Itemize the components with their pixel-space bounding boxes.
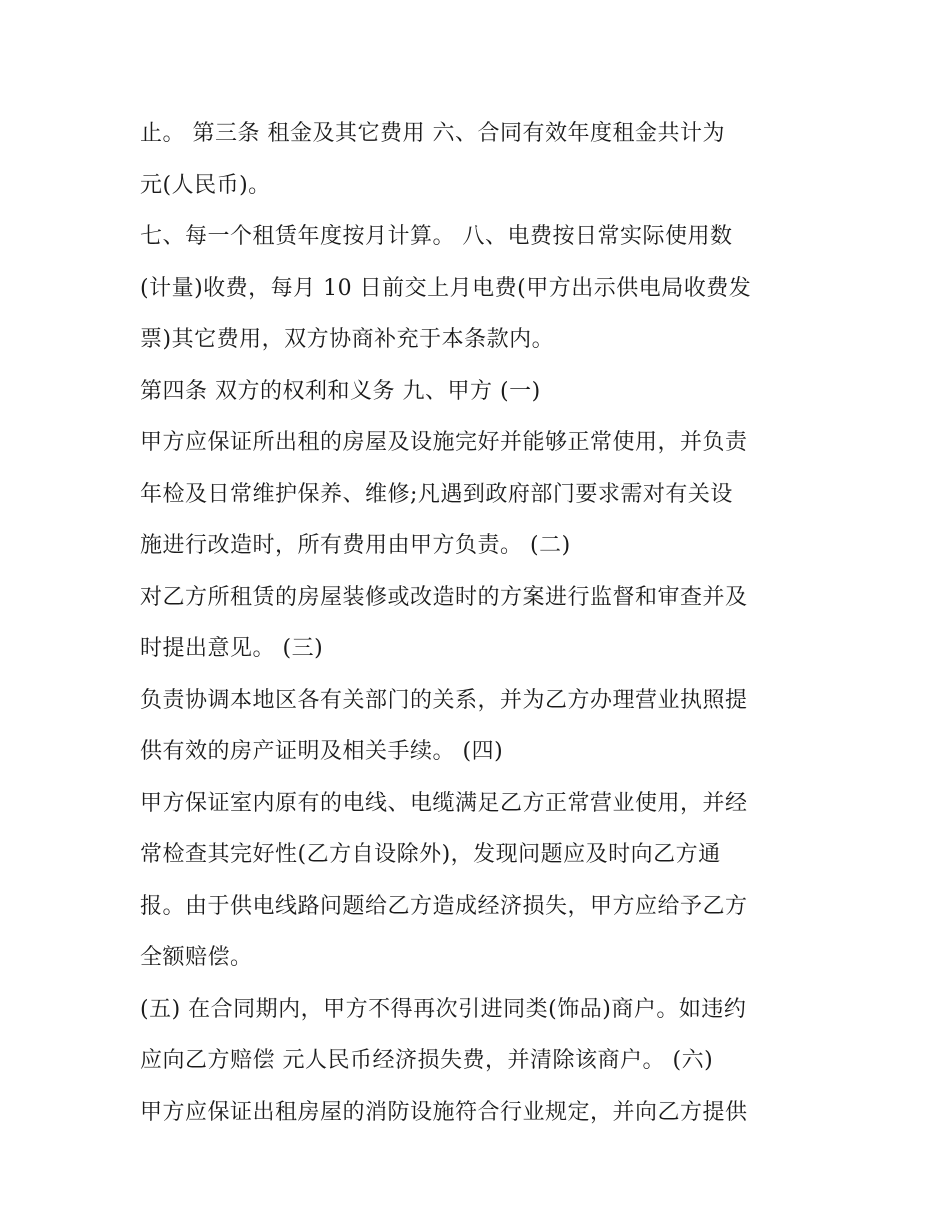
text-line: 票)其它费用，双方协商补充于本条款内。 [140, 327, 555, 352]
text-line: 止。 第三条 租金及其它费用 六、合同有效年度租金共计为 [140, 121, 725, 146]
text-line: 施进行改造时，所有费用由甲方负责。 (二) [140, 533, 571, 558]
text-line: 负责协调本地区各有关部门的关系，并为乙方办理营业执照提 [140, 687, 748, 713]
text-line: (五) 在合同期内，甲方不得再次引进同类(饰品)商户。如违约 [140, 996, 747, 1022]
contract-text [140, 108, 820, 1138]
text-line: 全额赔偿。 [140, 945, 253, 970]
text-line: 应向乙方赔偿 元人民币经济损失费，并清除该商户。 (六) [140, 1048, 714, 1073]
text-line: 年检及日常维护保养、维修;凡遇到政府部门要求需对有关设 [140, 481, 733, 507]
text-line: (计量)收费，每月 10 日前交上月电费(甲方出示供电局收费发 [140, 275, 752, 301]
text-line: 甲方应保证所出租的房屋及设施完好并能够正常使用，并负责 [140, 430, 748, 455]
text-line: 时提出意见。 (三) [140, 636, 324, 661]
text-line: 七、每一个租赁年度按月计算。 八、电费按日常实际使用数 [140, 224, 733, 249]
text-line: 供有效的房产证明及相关手续。 (四) [140, 739, 504, 764]
text-line: 甲方应保证出租房屋的消防设施符合行业规定，并向乙方提供 [140, 1099, 748, 1125]
text-line: 第四条 双方的权利和义务 九、甲方 (一) [140, 378, 541, 404]
text-line: 报。由于供电线路问题给乙方造成经济损失，甲方应给予乙方 [140, 893, 748, 919]
text-line: 元(人民币)。 [140, 172, 271, 198]
text-line: 对乙方所租赁的房屋装修或改造时的方案进行监督和审查并及 [140, 584, 748, 610]
text-line: 甲方保证室内原有的电线、电缆满足乙方正常营业使用，并经 [140, 790, 748, 816]
text-line: 常检查其完好性(乙方自设除外)，发现问题应及时向乙方通 [140, 842, 721, 867]
